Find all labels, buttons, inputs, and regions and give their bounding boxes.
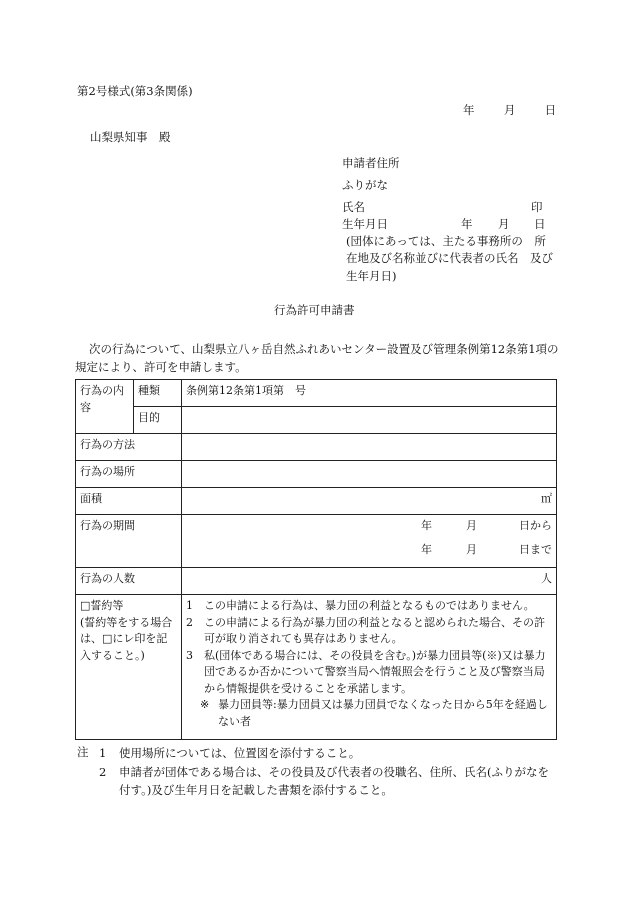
addressee: 山梨県知事 殿 xyxy=(90,130,171,144)
birth-year: 年 xyxy=(461,217,473,231)
birth-month: 月 xyxy=(498,217,510,231)
intro-paragraph: 次の行為について、山梨県立八ヶ岳自然ふれあいセンター設置及び管理条例第12条第1項の規定により、許可を申請します。 xyxy=(75,342,559,375)
purpose-label: 目的 xyxy=(134,407,182,434)
people-unit: 人 xyxy=(541,572,552,585)
date-month: 月 xyxy=(503,103,516,117)
note-item: 1 使用場所については、位置図を添付すること。 2 申請者が団体である場合は、その役員及び代表者の役職名、住所、氏名(ふりがなを付す。)及び生年月日を記載した書類を添付すること。 xyxy=(99,746,549,797)
period-value[interactable] xyxy=(182,515,557,568)
applicant-birth-label: 生年月日 xyxy=(342,217,388,231)
pledge-content xyxy=(182,595,557,740)
application-table xyxy=(75,379,557,740)
notes-head: 注 xyxy=(77,745,89,759)
applicant-note: (団体にあっては、主たる事務所の 所在地及び名称並びに代表者の氏名 及び生年月日) xyxy=(346,234,553,283)
pledge-list xyxy=(186,598,552,697)
pledge-item: 2 この申請による行為が暴力団の利益となると認められた場合、その許可が取り消されても異存はありません。 xyxy=(186,615,545,645)
applicant-furigana-label: ふりがな xyxy=(342,178,388,192)
kind-label: 種類 xyxy=(134,380,182,407)
pledge-checkbox-label[interactable]: □誓約等 (誓約等をする場合は、□にレ印を記入すること。) xyxy=(76,595,182,740)
from-month: 月 xyxy=(466,519,477,532)
seal-mark: 印 xyxy=(531,200,543,214)
asterisk-text: 暴力団員等:暴力団員又は暴力団員でなくなった日から5年を経過しない者 xyxy=(218,698,548,728)
to-month: 月 xyxy=(466,543,477,556)
people-label: 行為の人数 xyxy=(76,568,182,595)
pledge-item: 3 私(団体である場合には、その役員を含む。)が暴力団員等(※)又は暴力団であるか否かについて警察当局へ情報照会を行うこと及び警察当局から情報提供を受けることを承諾します。 xyxy=(186,648,546,695)
area-unit: ㎡ xyxy=(541,492,552,505)
from-year: 年 xyxy=(421,519,432,532)
date-year: 年 xyxy=(463,103,475,117)
asterisk-note xyxy=(186,697,552,730)
document-title: 行為許可申請書 xyxy=(274,303,355,317)
purpose-value[interactable] xyxy=(182,407,557,434)
submission-date xyxy=(463,103,556,119)
method-value[interactable] xyxy=(182,434,557,461)
date-day: 日 xyxy=(544,103,557,117)
method-label: 行為の方法 xyxy=(76,434,182,461)
area-label: 面積 xyxy=(76,488,182,515)
act-content-label: 行為の内容 xyxy=(76,380,134,434)
from-suffix: 日から xyxy=(519,519,552,532)
place-label: 行為の場所 xyxy=(76,461,182,488)
birth-day: 日 xyxy=(534,217,546,231)
area-value[interactable] xyxy=(182,488,557,515)
kind-value[interactable]: 条例第12条第1項第 号 xyxy=(182,380,557,407)
applicant-name-label: 氏名 xyxy=(342,200,365,214)
place-value[interactable] xyxy=(182,461,557,488)
period-label: 行為の期間 xyxy=(76,515,182,568)
asterisk-mark: ※ xyxy=(200,698,210,711)
form-number: 第2号様式(第3条関係) xyxy=(77,84,193,98)
pledge-item: 1 この申請による行為は、暴力団の利益となるものではありません。 xyxy=(186,599,535,612)
applicant-address-label: 申請者住所 xyxy=(342,156,400,170)
to-suffix: 日まで xyxy=(519,543,552,556)
people-value[interactable] xyxy=(182,568,557,595)
to-year: 年 xyxy=(421,543,432,556)
